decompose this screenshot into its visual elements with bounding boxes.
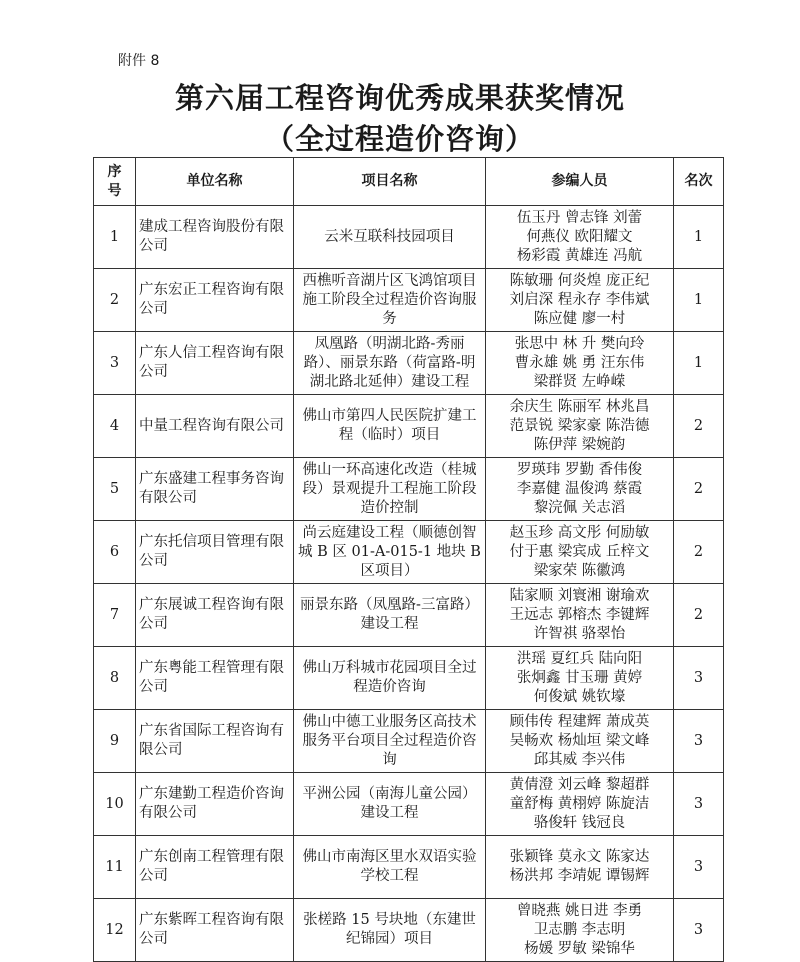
project-name: 佛山万科城市花园项目全过程造价咨询 (294, 647, 486, 710)
contributor-line: 吴畅欢 杨灿垣 梁文峰 (509, 732, 650, 749)
row-number: 11 (94, 836, 136, 899)
contributor-line: 邱其威 李兴伟 (533, 751, 626, 768)
unit-name: 中量工程咨询有限公司 (136, 395, 294, 458)
contributor-line: 陈敏珊 何炎煌 庞正纪 (509, 272, 650, 289)
awards-table (93, 157, 724, 962)
table-row (94, 899, 724, 962)
contributor-line: 付于惠 梁宾成 丘梓文 (509, 543, 650, 560)
contributor-line: 梁群贤 左峥嵘 (533, 373, 626, 390)
contributor-line: 何俊斌 姚钦壕 (533, 688, 626, 705)
project-name: 佛山一环高速化改造（桂城段）景观提升工程施工阶段造价控制 (294, 458, 486, 521)
row-number: 9 (94, 710, 136, 773)
contributor-line: 曹永雄 姚 勇 汪东伟 (514, 354, 645, 371)
document-title: 第六届工程咨询优秀成果获奖情况 (174, 81, 625, 115)
contributor-line: 范景锐 梁家豪 陈浩德 (509, 417, 650, 434)
contributors (486, 206, 674, 269)
rank: 1 (674, 332, 724, 395)
project-name: 凤凰路（明湖北路-秀丽路）、丽景东路（荷富路-明湖北路北延伸）建设工程 (294, 332, 486, 395)
row-number: 6 (94, 521, 136, 584)
row-number: 1 (94, 206, 136, 269)
header-unit: 单位名称 (136, 158, 294, 206)
unit-name: 广东紫晖工程咨询有限公司 (136, 899, 294, 962)
project-name: 佛山中德工业服务区高技术服务平台项目全过程造价咨询 (294, 710, 486, 773)
unit-name: 广东托信项目管理有限公司 (136, 521, 294, 584)
table-row (94, 458, 724, 521)
rank: 3 (674, 836, 724, 899)
contributors (486, 458, 674, 521)
project-name: 佛山市南海区里水双语实验学校工程 (294, 836, 486, 899)
project-name: 平洲公园（南海儿童公园）建设工程 (294, 773, 486, 836)
contributor-line: 杨媛 罗敏 梁锦华 (524, 940, 635, 957)
header-no (94, 158, 136, 206)
project-name: 丽景东路（凤凰路-三富路）建设工程 (294, 584, 486, 647)
table-row (94, 395, 724, 458)
contributor-line: 黎浣佩 关志滔 (533, 499, 626, 516)
unit-name: 广东人信工程咨询有限公司 (136, 332, 294, 395)
contributor-line: 张思中 林 升 樊向玲 (514, 335, 645, 352)
contributors (486, 710, 674, 773)
contributors (486, 836, 674, 899)
contributor-line: 洪瑶 夏红兵 陆向阳 (516, 650, 643, 667)
contributor-line: 罗瑛玮 罗勤 香伟俊 (516, 461, 643, 478)
rank: 2 (674, 395, 724, 458)
contributor-line: 梁家荣 陈徽鸿 (533, 562, 626, 579)
table-row (94, 269, 724, 332)
contributor-line: 赵玉珍 高文彤 何励敏 (509, 524, 650, 541)
header-project: 项目名称 (294, 158, 486, 206)
table-row (94, 773, 724, 836)
contributor-line: 许智祺 骆翠怡 (533, 625, 626, 642)
row-number: 5 (94, 458, 136, 521)
contributors (486, 647, 674, 710)
header-rank: 名次 (674, 158, 724, 206)
project-name: 佛山市第四人民医院扩建工程（临时）项目 (294, 395, 486, 458)
unit-name: 建成工程咨询股份有限公司 (136, 206, 294, 269)
project-name: 西樵听音湖片区飞鸿馆项目施工阶段全过程造价咨询服务 (294, 269, 486, 332)
table-header-row (94, 158, 724, 206)
contributor-line: 李嘉健 温俊鸿 蔡霞 (516, 480, 643, 497)
contributors (486, 269, 674, 332)
contributor-line: 顾伟传 程建辉 萧成英 (509, 713, 650, 730)
header-no-line2: 号 (107, 182, 122, 199)
contributors (486, 773, 674, 836)
contributor-line: 陈应健 廖一村 (533, 310, 626, 327)
row-number: 7 (94, 584, 136, 647)
contributor-line: 何燕仪 欧阳耀文 (526, 228, 633, 245)
contributors (486, 332, 674, 395)
document-subtitle: （全过程造价咨询） (264, 122, 535, 156)
table-row (94, 332, 724, 395)
contributor-line: 黄倩澄 刘云峰 黎超群 (509, 776, 650, 793)
attachment-label: 附件 8 (118, 53, 160, 69)
contributor-line: 曾晓燕 姚日进 李勇 (516, 902, 643, 919)
contributor-line: 杨洪邦 李靖妮 谭锡辉 (509, 868, 650, 884)
contributor-line: 余庆生 陈丽军 林兆昌 (509, 398, 650, 415)
contributor-line: 陈伊萍 梁婉韵 (533, 436, 626, 453)
row-number: 2 (94, 269, 136, 332)
contributor-line: 陆家顺 刘寰湘 谢瑜欢 (509, 587, 650, 604)
table-row (94, 584, 724, 647)
unit-name: 广东创南工程管理有限公司 (136, 836, 294, 899)
contributor-line: 童舒梅 黄栩婷 陈旋洁 (509, 795, 650, 812)
contributors (486, 584, 674, 647)
contributor-line: 张炯鑫 甘玉珊 黄婷 (516, 669, 643, 686)
rank: 1 (674, 269, 724, 332)
rank: 3 (674, 773, 724, 836)
contributors (486, 899, 674, 962)
unit-name: 广东建勤工程造价咨询有限公司 (136, 773, 294, 836)
table-row (94, 521, 724, 584)
project-name: 云米互联科技园项目 (294, 206, 486, 269)
table-row (94, 710, 724, 773)
project-name: 张槎路 15 号块地（东建世纪锦园）项目 (294, 899, 486, 962)
contributors (486, 521, 674, 584)
rank: 3 (674, 710, 724, 773)
unit-name: 广东展诚工程咨询有限公司 (136, 584, 294, 647)
rank: 2 (674, 521, 724, 584)
unit-name: 广东省国际工程咨询有限公司 (136, 710, 294, 773)
rank: 3 (674, 899, 724, 962)
row-number: 3 (94, 332, 136, 395)
contributor-line: 王远志 郭榕杰 李键辉 (509, 606, 650, 623)
contributors (486, 395, 674, 458)
unit-name: 广东粤能工程管理有限公司 (136, 647, 294, 710)
header-no-line1: 序 (107, 163, 122, 180)
contributor-line: 张颖锋 莫永文 陈家达 (509, 849, 650, 865)
contributor-line: 刘启深 程永存 李伟斌 (509, 291, 650, 308)
rank: 3 (674, 647, 724, 710)
unit-name: 广东宏正工程咨询有限公司 (136, 269, 294, 332)
rank: 2 (674, 458, 724, 521)
contributor-line: 杨彩霞 黄雄连 冯航 (516, 247, 643, 264)
row-number: 10 (94, 773, 136, 836)
contributor-line: 卫志鹏 李志明 (533, 921, 626, 938)
unit-name: 广东盛建工程事务咨询有限公司 (136, 458, 294, 521)
row-number: 8 (94, 647, 136, 710)
contributor-line: 骆俊轩 钱冠良 (533, 814, 626, 831)
rank: 1 (674, 206, 724, 269)
row-number: 4 (94, 395, 136, 458)
header-people: 参编人员 (486, 158, 674, 206)
rank: 2 (674, 584, 724, 647)
table-row (94, 836, 724, 899)
row-number: 12 (94, 899, 136, 962)
contributor-line: 伍玉丹 曾志锋 刘蕾 (516, 209, 643, 226)
table-row (94, 206, 724, 269)
project-name: 尚云庭建设工程（顺德创智城 B 区 01-A-015-1 地块 B 区项目） (294, 521, 486, 584)
table-row (94, 647, 724, 710)
